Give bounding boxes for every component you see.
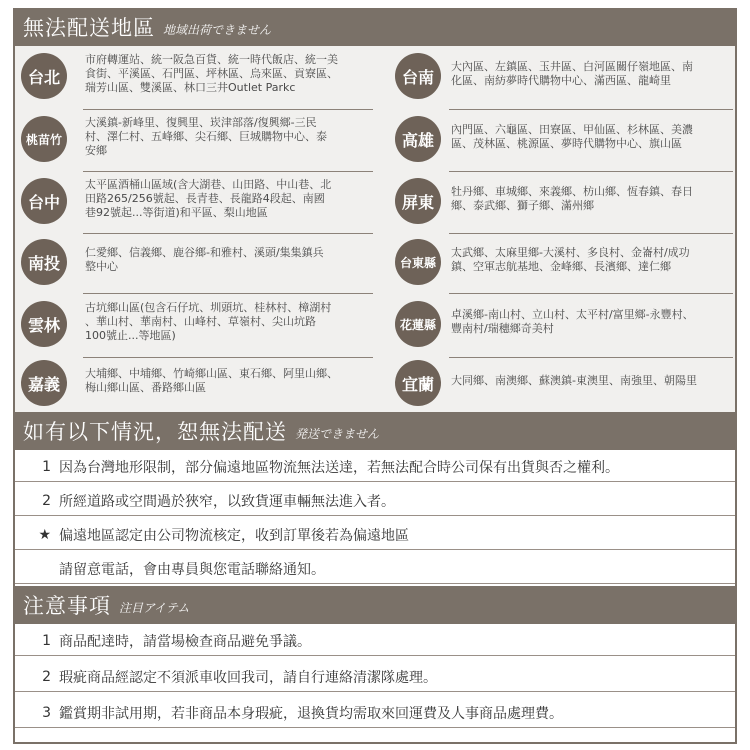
region-badge: 嘉義 (21, 360, 67, 406)
region-6 (15, 172, 735, 234)
region-areas-line: 大內區、左鎮區、玉井區、白河區關仔嶺地區、南 (451, 60, 693, 73)
region-10 (15, 294, 735, 358)
list-divider (15, 691, 735, 692)
region-areas-line: 食街、平溪區、石門區、坪林區、烏來區、貢寮區、 (85, 67, 338, 80)
region-areas-line: 大埔鄉、中埔鄉、竹崎鄉山區、東石鄉、阿里山鄉、 (85, 367, 338, 380)
region-areas-line: 牡丹鄉、車城鄉、來義鄉、枋山鄉、恆春鎮、春日 (451, 185, 693, 198)
region-areas (451, 123, 693, 151)
section-title: 無法配送地區 (23, 16, 155, 40)
region-areas-line: 區、茂林區、桃源區、夢時代購物中心、旗山區 (451, 137, 682, 150)
list-item-text: 請留意電話，會由專員與您電話聯絡通知。 (59, 562, 325, 578)
list-item (15, 662, 735, 692)
region-badge: 台南 (395, 53, 441, 99)
region-badge: 桃苗竹 (21, 116, 67, 162)
section-subtitle: 発送できません (295, 427, 380, 441)
list-item-text: 偏遠地區認定由公司物流核定，收到訂單後若為偏遠地區 (59, 528, 409, 544)
region-areas-line: 仁愛鄉、信義鄉、鹿谷鄉-和雅村、溪頭/集集鎮兵 (85, 246, 324, 259)
section-header-no-delivery-areas (13, 8, 737, 46)
list-item-marker: 1 (42, 459, 51, 475)
region-areas-line: 市府轉運站、統一阪急百貨、統一時代飯店、統一美 (85, 53, 338, 66)
region-badge: 南投 (21, 239, 67, 285)
region-badge: 花蓮縣 (395, 301, 441, 347)
list-divider (15, 583, 735, 584)
region-badge: 高雄 (395, 116, 441, 162)
region-areas (451, 185, 693, 213)
region-areas-line: 太平區酒桶山區域(含大湖巷、山田路、中山巷、北 (85, 178, 332, 191)
list-item-text: 因為台灣地形限制，部分偏遠地區物流無法送達，若無法配合時公司保有出貨與否之權利。 (59, 460, 619, 476)
list-item-marker: 2 (42, 493, 51, 509)
list-item-marker: 1 (42, 633, 51, 649)
list-item-text: 商品配達時，請當場檢查商品避免爭議。 (59, 634, 311, 650)
region-areas-line: 鄉、泰武鄉、獅子鄉、滿州鄉 (451, 199, 594, 212)
list-item-marker: 2 (42, 669, 51, 685)
list-item (15, 520, 735, 550)
region-areas-line: 鎮、空軍志航基地、金峰鄉、長濱鄉、達仁鄉 (451, 260, 671, 273)
list-item-marker: 3 (42, 705, 51, 721)
list-item-text: 瑕疵商品經認定不須派車收回我司，請自行連絡清潔隊處理。 (59, 670, 437, 686)
region-areas (451, 374, 697, 388)
region-12 (15, 358, 735, 412)
region-areas-line: 村、澤仁村、五峰鄉、尖石鄉、巨城購物中心、泰 (85, 130, 327, 143)
list-divider (15, 549, 735, 550)
region-8 (15, 234, 735, 294)
region-areas-line: 豐南村/瑞穗鄉奇美村 (451, 322, 554, 335)
region-areas-line: 安鄉 (85, 144, 107, 157)
notes-list (15, 624, 735, 742)
region-2 (15, 46, 735, 110)
region-areas (451, 60, 693, 88)
list-divider (15, 515, 735, 516)
region-panel (15, 46, 735, 412)
region-areas-line: 瑞芳山區、雙溪區、林口三井Outlet Parkc (85, 81, 296, 94)
region-badge: 台東縣 (395, 239, 441, 285)
region-areas-line: 梅山鄉山區、番路鄉山區 (85, 381, 206, 394)
section-title: 如有以下情況，恕無法配送 (23, 420, 287, 444)
region-areas (451, 308, 694, 336)
conditions-list (15, 450, 735, 586)
list-item-marker: ★ (38, 527, 51, 543)
region-areas-line: 卓溪鄉-南山村、立山村、太平村/富里鄉-永豐村、 (451, 308, 694, 321)
region-badge: 台北 (21, 53, 67, 99)
region-areas-line: 巷92號起...等街道)和平區、梨山地區 (85, 206, 268, 219)
region-areas-line: 太武鄉、太麻里鄉-大溪村、多良村、金崙村/成功 (451, 246, 690, 259)
list-divider (15, 727, 735, 728)
section-subtitle: 注目アイテム (119, 601, 190, 615)
region-areas-line: 大同鄉、南澳鄉、蘇澳鎮-東澳里、南強里、朝陽里 (451, 374, 697, 387)
list-item (15, 698, 735, 728)
region-badge: 宜蘭 (395, 360, 441, 406)
region-areas-line: 古坑鄉山區(包含石仔坑、圳頭坑、桂林村、樟湖村 (85, 301, 332, 314)
list-divider (15, 655, 735, 656)
list-item (15, 452, 735, 482)
region-areas (451, 246, 690, 274)
list-item (15, 486, 735, 516)
section-subtitle: 地域出荷できません (163, 23, 272, 37)
section-title: 注意事項 (23, 594, 111, 618)
list-item (15, 626, 735, 656)
region-areas-line: 大溪鎮-新峰里、復興里、崁津部落/復興鄉-三民 (85, 116, 317, 129)
region-badge: 台中 (21, 178, 67, 224)
region-areas-line: 化區、南紡夢時代購物中心、滿西區、龍崎里 (451, 74, 671, 87)
region-areas-line: 100號止...等地區) (85, 329, 176, 342)
list-item-text: 所經道路或空間過於狹窄，以致貨運車輛無法進入者。 (59, 494, 395, 510)
list-divider (15, 481, 735, 482)
region-areas-line: 整中心 (85, 260, 118, 273)
region-areas-line: 內門區、六龜區、田寮區、甲仙區、杉林區、美濃 (451, 123, 693, 136)
region-areas-line: 田路265/256號起、長青巷、長龍路4段起、南國 (85, 192, 325, 205)
section-header-notes (13, 586, 737, 624)
list-item-text: 鑑賞期非試用期，若非商品本身瑕疵，退換貨均需取來回運費及人事商品處理費。 (59, 706, 563, 722)
list-item (15, 554, 735, 584)
region-areas-line: 、華山村、華南村、山峰村、草嶺村、尖山坑路 (85, 315, 316, 328)
region-badge: 屏東 (395, 178, 441, 224)
region-4 (15, 110, 735, 172)
region-badge: 雲林 (21, 301, 67, 347)
section-header-cannot-deliver-conditions (13, 412, 737, 450)
